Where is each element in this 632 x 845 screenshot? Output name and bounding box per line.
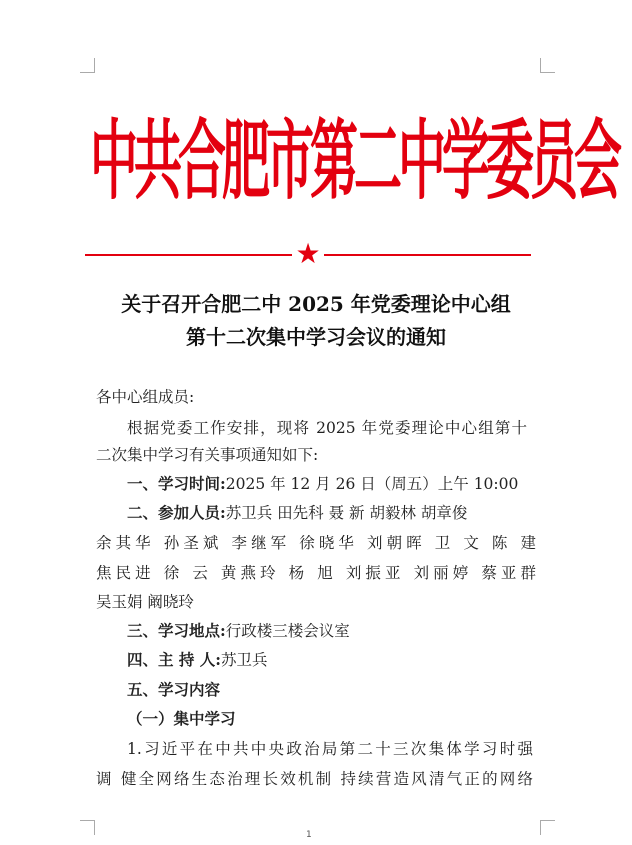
host-value: 苏卫兵 — [221, 651, 268, 669]
crop-mark-top-right — [540, 58, 555, 73]
intro-line-1: 根据党委工作安排，现将 2025 年党委理论中心组第十 — [127, 419, 527, 437]
page-number: 1 — [306, 830, 312, 840]
salutation: 各中心组成员: — [96, 388, 195, 406]
intro-line-2: 二次集中学习有关事项通知如下: — [96, 446, 319, 464]
study-content-heading: 五、学习内容 — [127, 680, 221, 699]
study-time-label: 一、学习时间: — [127, 474, 226, 493]
attendees-label: 二、参加人员: — [127, 503, 226, 522]
red-star-icon: ★ — [295, 237, 321, 270]
study-place-label: 三、学习地点: — [127, 621, 226, 640]
host-label: 四、主 持 人: — [127, 650, 222, 669]
study-time — [127, 472, 518, 494]
attendees-line-3: 焦民进 徐 云 黄燕玲 杨 旭 刘振亚 刘丽婷 蔡亚群 — [96, 564, 536, 582]
section-heading-1: （一）集中学习 — [127, 709, 236, 728]
red-rule-left — [85, 254, 292, 256]
study-place-value: 行政楼三楼会议室 — [225, 622, 350, 640]
item-1-line-1: 1.习近平在中共中央政治局第二十三次集体学习时强 — [127, 740, 533, 758]
attendees-line-1: 苏卫兵 田先科 聂 新 胡毅林 胡章俊 — [225, 504, 468, 522]
study-time-value: 2025 年 12 月 26 日（周五）上午 10:00 — [225, 475, 519, 493]
crop-mark-bottom-right — [540, 820, 555, 835]
study-place — [127, 619, 350, 641]
attendees-line-4: 吴玉娟 阚晓玲 — [96, 593, 194, 611]
item-1-line-2: 调 健全网络生态治理长效机制 持续营造风清气正的网络 — [96, 770, 533, 788]
attendees-line-2: 余其华 孙圣斌 李继军 徐晓华 刘朝晖 卫 文 陈 建 — [96, 534, 536, 552]
document-title-line-1: 关于召开合肥二中 2025 年党委理论中心组 — [121, 292, 511, 316]
red-header-masthead: 中共合肥市第二中学委员会 — [90, 111, 619, 213]
document-title-line-2: 第十二次集中学习会议的通知 — [186, 325, 446, 349]
red-rule-right — [324, 254, 531, 256]
host — [127, 648, 268, 670]
crop-mark-bottom-left — [80, 820, 95, 835]
attendees-first-line — [127, 501, 467, 523]
